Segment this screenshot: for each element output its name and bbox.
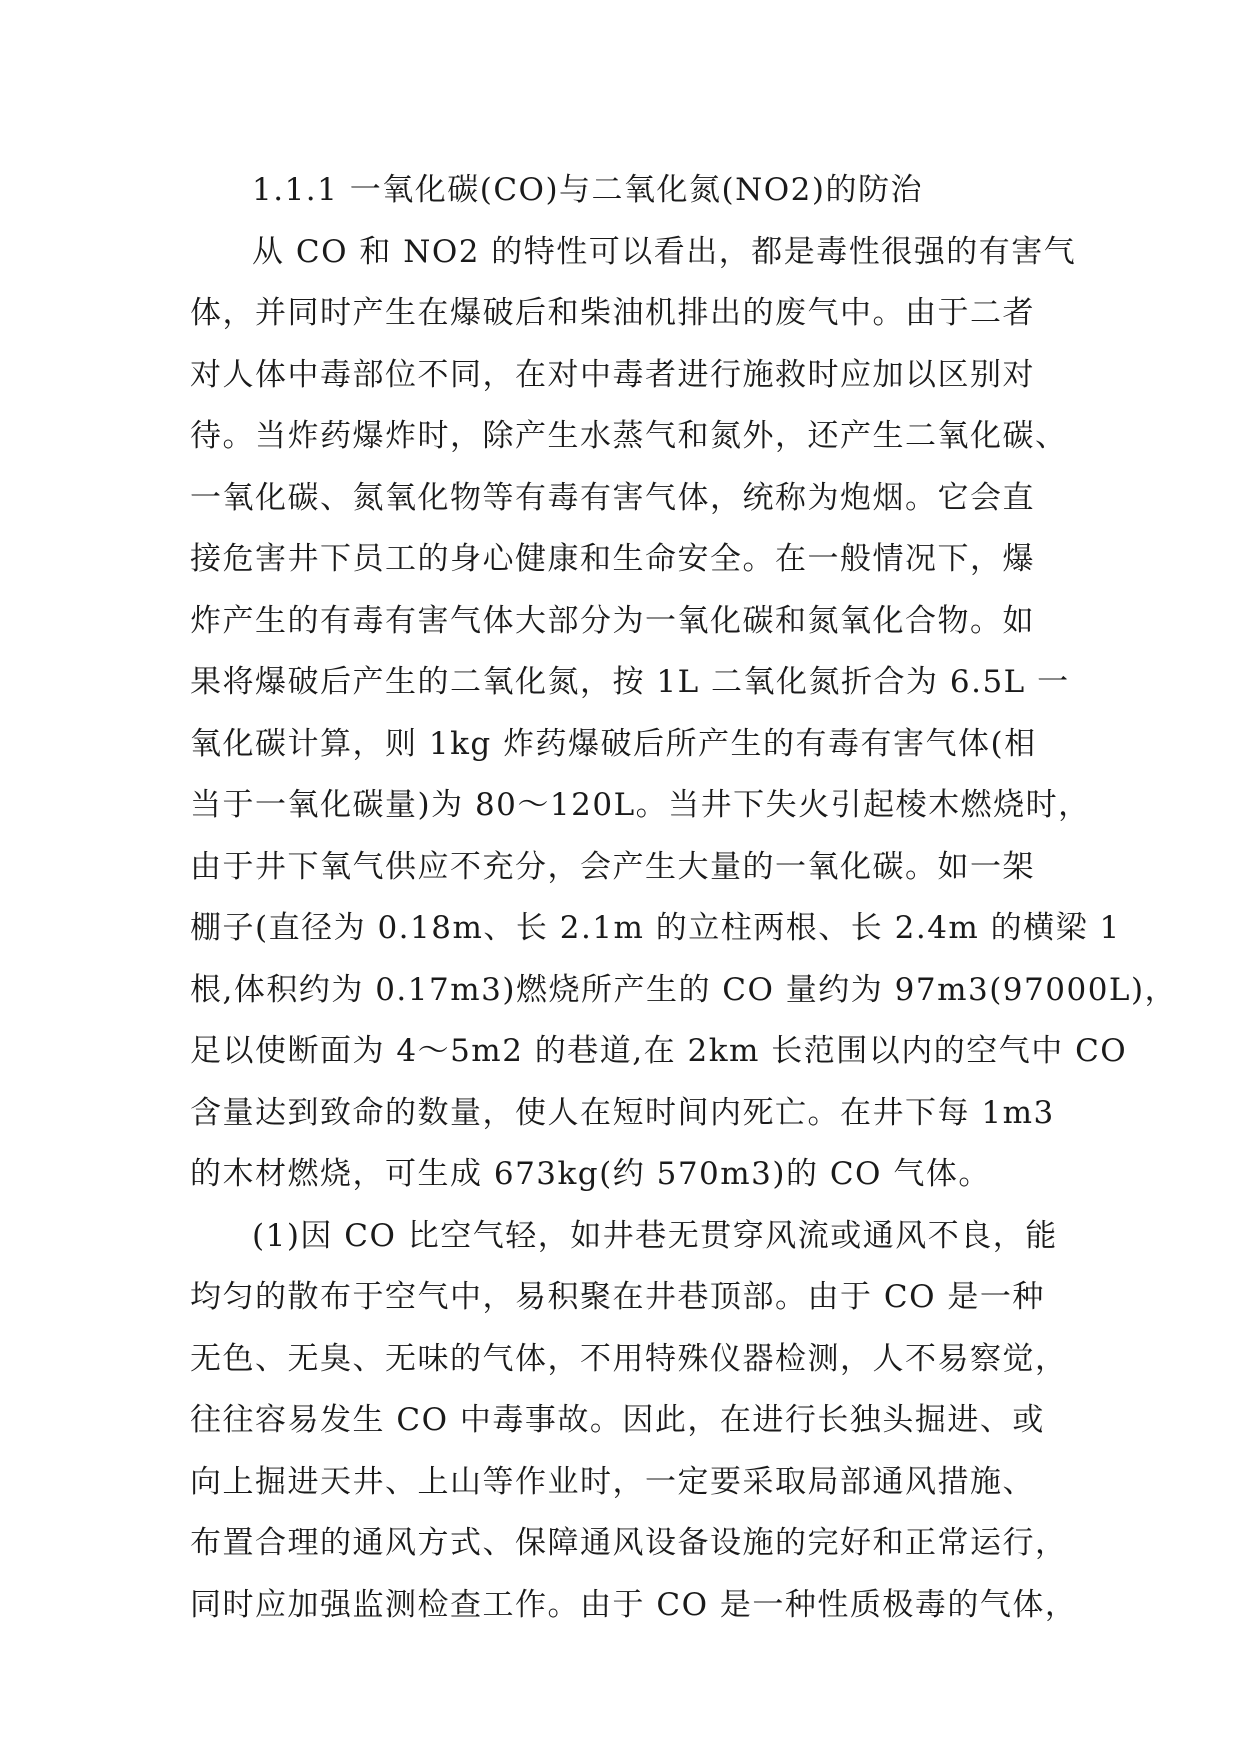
text-line: 一氧化碳、氮氧化物等有毒有害气体，统称为炮烟。它会直	[190, 479, 1035, 516]
text-line: 棚子(直径为 0.18m、长 2.1m 的立柱两根、长 2.4m 的横梁 1	[190, 910, 1121, 946]
text-line: 布置合理的通风方式、保障通风设备设施的完好和正常运行，	[190, 1525, 1068, 1561]
text-line: 含量达到致命的数量，使人在短时间内死亡。在井下每 1m3	[190, 1094, 1055, 1131]
document-body	[190, 160, 1178, 1636]
text-line: 向上掘进天井、上山等作业时，一定要采取局部通风措施、	[190, 1463, 1035, 1500]
text-line: 果将爆破后产生的二氧化氮，按 1L 二氧化氮折合为 6.5L 一	[190, 664, 1070, 700]
text-line: 的木材燃烧，可生成 673kg(约 570m3)的 CO 气体。	[190, 1156, 991, 1192]
text-line: (1)因 CO 比空气轻，如井巷无贯穿风流或通风不良，能	[252, 1217, 1058, 1254]
text-line: 待。当炸药爆炸时，除产生水蒸气和氮外，还产生二氧化碳、	[190, 418, 1068, 454]
text-line: 当于一氧化碳量)为 80～120L。当井下失火引起棱木燃烧时，	[190, 787, 1091, 823]
text-line: 炸产生的有毒有害气体大部分为一氧化碳和氮氧化合物。如	[190, 602, 1035, 639]
text-line: 体，并同时产生在爆破后和柴油机排出的废气中。由于二者	[190, 295, 1035, 331]
text-line: 同时应加强监测检查工作。由于 CO 是一种性质极毒的气体，	[190, 1586, 1078, 1623]
text-line: 从 CO 和 NO2 的特性可以看出，都是毒性很强的有害气	[252, 233, 1077, 270]
text-line: 根,体积约为 0.17m3)燃烧所产生的 CO 量约为 97m3(97000L)，	[190, 971, 1178, 1008]
text-line: 对人体中毒部位不同，在对中毒者进行施救时应加以区别对	[190, 356, 1035, 393]
text-line: 无色、无臭、无味的气体，不用特殊仪器检测，人不易察觉，	[190, 1340, 1068, 1377]
section-heading: 1.1.1 一氧化碳(CO)与二氧化氮(NO2)的防治	[252, 172, 924, 208]
text-line: 均匀的散布于空气中，易积聚在井巷顶部。由于 CO 是一种	[190, 1279, 1045, 1315]
text-line: 接危害井下员工的身心健康和生命安全。在一般情况下，爆	[190, 541, 1035, 577]
text-line: 氧化碳计算，则 1kg 炸药爆破后所产生的有毒有害气体(相	[190, 725, 1037, 762]
text-line: 往往容易发生 CO 中毒事故。因此，在进行长独头掘进、或	[190, 1402, 1045, 1438]
text-line: 足以使断面为 4～5m2 的巷道,在 2km 长范围以内的空气中 CO	[190, 1033, 1128, 1069]
text-line: 由于井下氧气供应不充分，会产生大量的一氧化碳。如一架	[190, 848, 1035, 885]
